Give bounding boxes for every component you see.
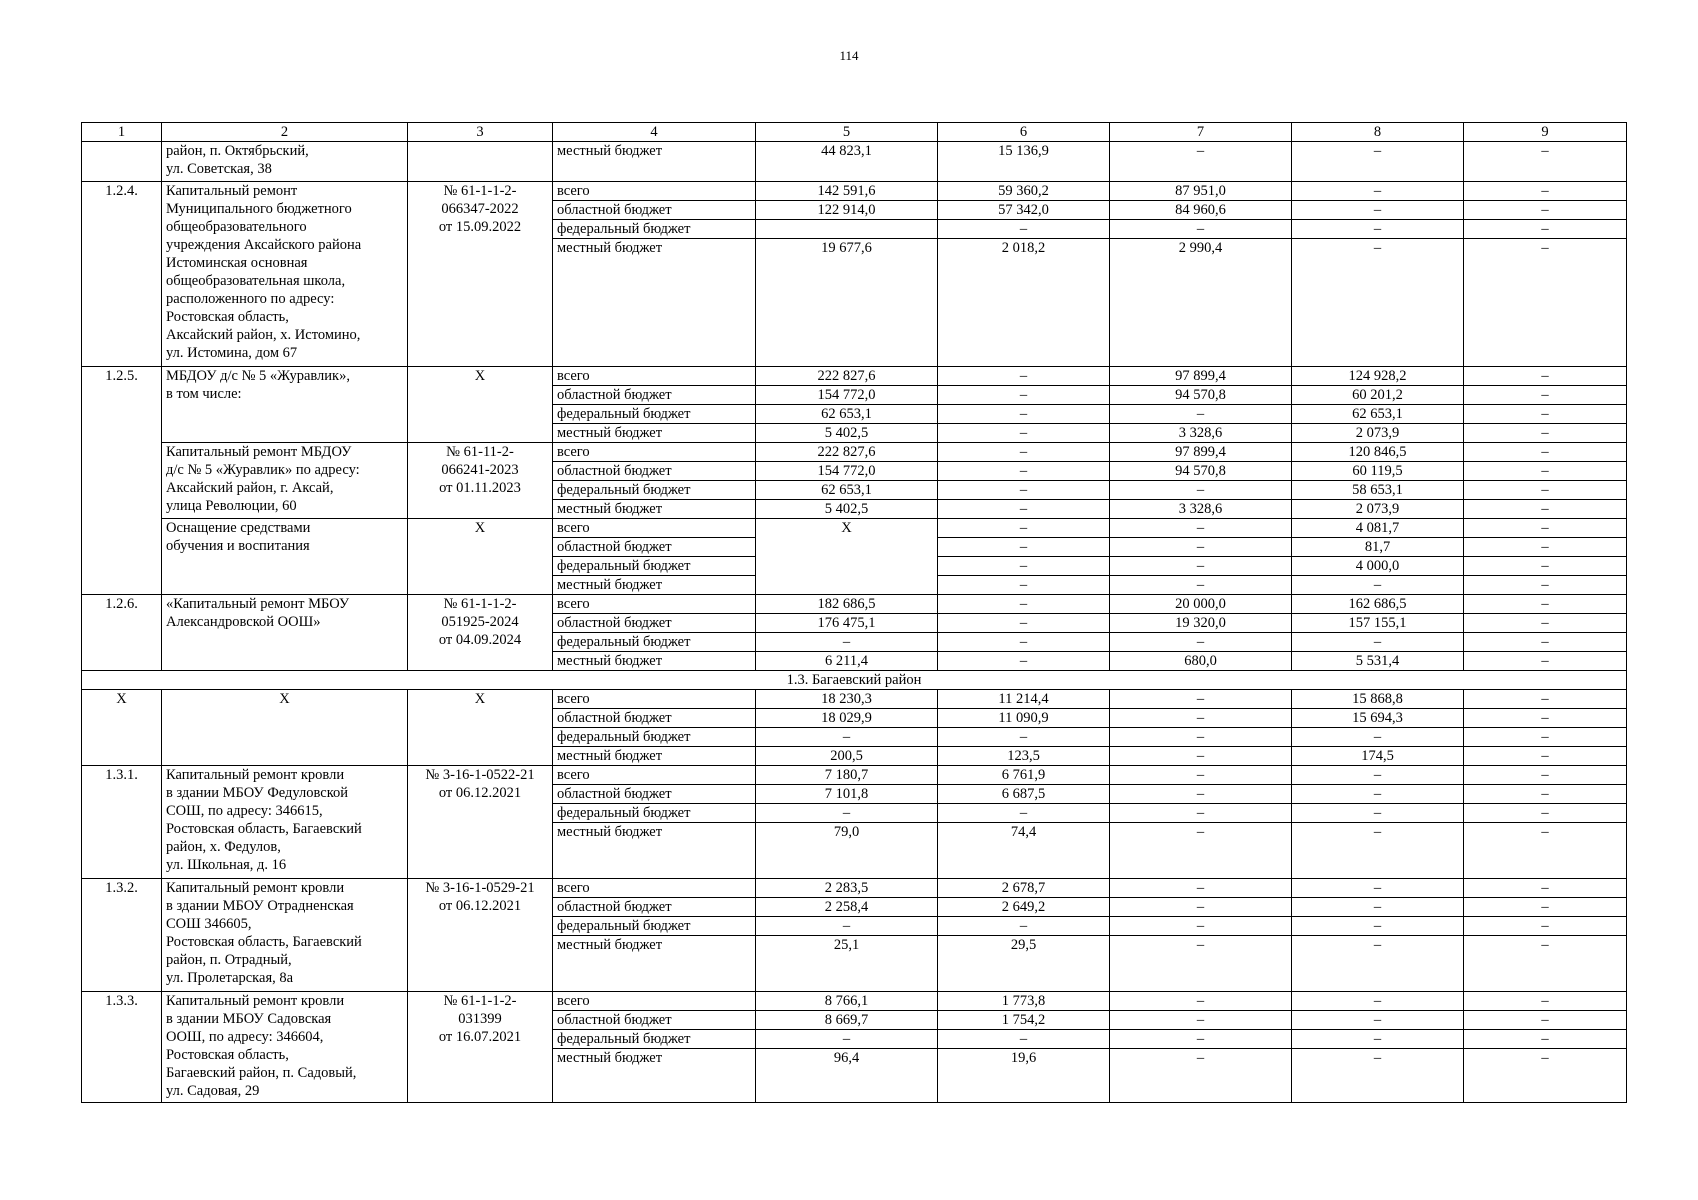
budget-label: федеральный бюджет (553, 481, 756, 500)
value-cell: – (938, 595, 1110, 614)
budget-table (81, 122, 1627, 1103)
row-number-cell (82, 142, 162, 182)
budget-label: всего (553, 690, 756, 709)
document-cell: Х (408, 367, 553, 443)
value-cell: 15 136,9 (938, 142, 1110, 182)
header-cell: 9 (1464, 123, 1627, 142)
value-cell: 8 669,7 (756, 1011, 938, 1030)
value-cell: 6 687,5 (938, 785, 1110, 804)
budget-label: местный бюджет (553, 1049, 756, 1103)
value-cell: 94 570,8 (1110, 462, 1292, 481)
value-cell: – (1110, 823, 1292, 879)
value-cell: – (1292, 201, 1464, 220)
budget-label: областной бюджет (553, 538, 756, 557)
value-cell: 6 211,4 (756, 652, 938, 671)
value-cell: – (1464, 804, 1627, 823)
value-cell: 57 342,0 (938, 201, 1110, 220)
value-cell: 59 360,2 (938, 182, 1110, 201)
object-name-cell: район, п. Октябрьский, ул. Советская, 38 (162, 142, 408, 182)
value-cell: 58 653,1 (1292, 481, 1464, 500)
value-cell: 19,6 (938, 1049, 1110, 1103)
budget-label: областной бюджет (553, 201, 756, 220)
value-cell: – (1110, 992, 1292, 1011)
budget-label: федеральный бюджет (553, 917, 756, 936)
value-cell: 4 081,7 (1292, 519, 1464, 538)
value-cell: 2 073,9 (1292, 424, 1464, 443)
page-number: 114 (839, 48, 859, 63)
section-row (82, 671, 1627, 690)
document-cell: № 3-16-1-0529-21 от 06.12.2021 (408, 879, 553, 992)
value-cell: – (938, 386, 1110, 405)
object-name-cell: Капитальный ремонт кровли в здании МБОУ Федуловской СОШ, по адресу: 346615, Ростовская область, Багаевский район, х. Федулов, ул. Школьная, д. 16 (162, 766, 408, 879)
value-cell: 29,5 (938, 936, 1110, 992)
value-cell: – (1464, 182, 1627, 201)
budget-label: всего (553, 879, 756, 898)
value-cell: 1 773,8 (938, 992, 1110, 1011)
section-title: 1.3. Багаевский район (82, 671, 1627, 690)
value-cell: 2 990,4 (1110, 239, 1292, 367)
value-cell: 96,4 (756, 1049, 938, 1103)
header-cell: 1 (82, 123, 162, 142)
value-cell: 2 283,5 (756, 879, 938, 898)
value-cell: – (938, 443, 1110, 462)
row-number-cell: 1.3.1. (82, 766, 162, 879)
value-cell: 7 180,7 (756, 766, 938, 785)
value-cell: – (1292, 1049, 1464, 1103)
value-cell: 2 649,2 (938, 898, 1110, 917)
value-cell: – (756, 1030, 938, 1049)
value-cell: – (1110, 405, 1292, 424)
value-cell: 4 000,0 (1292, 557, 1464, 576)
value-cell: 5 402,5 (756, 500, 938, 519)
value-cell: – (1464, 424, 1627, 443)
header-cell: 5 (756, 123, 938, 142)
value-cell: – (1110, 766, 1292, 785)
value-cell: 18 029,9 (756, 709, 938, 728)
value-cell (756, 220, 938, 239)
row-number-cell: 1.2.5. (82, 367, 162, 595)
value-cell: – (1464, 595, 1627, 614)
value-cell: – (1292, 1011, 1464, 1030)
value-cell: – (938, 614, 1110, 633)
budget-label: областной бюджет (553, 709, 756, 728)
value-cell: – (1110, 785, 1292, 804)
budget-label: областной бюджет (553, 614, 756, 633)
value-cell: – (1292, 804, 1464, 823)
budget-label: местный бюджет (553, 576, 756, 595)
value-cell: – (1292, 220, 1464, 239)
value-cell: – (938, 576, 1110, 595)
value-cell: – (938, 557, 1110, 576)
value-cell: 5 402,5 (756, 424, 938, 443)
value-cell: 182 686,5 (756, 595, 938, 614)
document-cell: Х (408, 690, 553, 766)
value-cell: – (1110, 747, 1292, 766)
value-cell: 62 653,1 (756, 405, 938, 424)
value-cell: 84 960,6 (1110, 201, 1292, 220)
budget-label: областной бюджет (553, 462, 756, 481)
budget-label: федеральный бюджет (553, 728, 756, 747)
column-number-row (82, 123, 1627, 142)
value-cell: 154 772,0 (756, 462, 938, 481)
value-cell: – (1464, 386, 1627, 405)
value-cell: 94 570,8 (1110, 386, 1292, 405)
row-number-cell: Х (82, 690, 162, 766)
budget-label: всего (553, 443, 756, 462)
budget-label: местный бюджет (553, 424, 756, 443)
value-cell: – (1464, 709, 1627, 728)
value-cell: 11 214,4 (938, 690, 1110, 709)
value-cell: – (1110, 1049, 1292, 1103)
value-cell: 11 090,9 (938, 709, 1110, 728)
value-cell: Х (756, 519, 938, 595)
value-cell: 120 846,5 (1292, 443, 1464, 462)
value-cell: – (1110, 690, 1292, 709)
object-name-cell: Капитальный ремонт кровли в здании МБОУ Садовская ООШ, по адресу: 346604, Ростовская область, Багаевский район, п. Садовый, ул. Садовая, 29 (162, 992, 408, 1103)
value-cell: – (1292, 898, 1464, 917)
budget-label: федеральный бюджет (553, 405, 756, 424)
value-cell: – (938, 367, 1110, 386)
budget-label: областной бюджет (553, 785, 756, 804)
value-cell: – (1110, 633, 1292, 652)
value-cell: 3 328,6 (1110, 500, 1292, 519)
value-cell: 157 155,1 (1292, 614, 1464, 633)
value-cell: 62 653,1 (1292, 405, 1464, 424)
value-cell: 176 475,1 (756, 614, 938, 633)
value-cell: – (1110, 557, 1292, 576)
row-number-cell: 1.2.4. (82, 182, 162, 367)
value-cell: 680,0 (1110, 652, 1292, 671)
object-name-cell: Оснащение средствами обучения и воспитания (162, 519, 408, 595)
value-cell: – (1110, 142, 1292, 182)
document-cell: № 61-1-1-2- 051925-2024 от 04.09.2024 (408, 595, 553, 671)
value-cell: 19 677,6 (756, 239, 938, 367)
value-cell: – (1292, 142, 1464, 182)
value-cell: – (1464, 1030, 1627, 1049)
value-cell: 79,0 (756, 823, 938, 879)
value-cell: – (1110, 728, 1292, 747)
value-cell: – (1464, 481, 1627, 500)
value-cell: – (1464, 614, 1627, 633)
row-number-cell: 1.3.3. (82, 992, 162, 1103)
value-cell: 122 914,0 (756, 201, 938, 220)
value-cell: – (1464, 462, 1627, 481)
value-cell: – (1464, 766, 1627, 785)
document-cell: № 3-16-1-0522-21 от 06.12.2021 (408, 766, 553, 879)
object-name-cell: Х (162, 690, 408, 766)
value-cell: – (1110, 898, 1292, 917)
value-cell: 87 951,0 (1110, 182, 1292, 201)
value-cell: – (938, 917, 1110, 936)
object-name-cell: «Капитальный ремонт МБОУ Александровской ООШ» (162, 595, 408, 671)
value-cell: 174,5 (1292, 747, 1464, 766)
value-cell: – (756, 728, 938, 747)
object-name-cell: МБДОУ д/с № 5 «Журавлик», в том числе: (162, 367, 408, 443)
value-cell: 81,7 (1292, 538, 1464, 557)
value-cell: – (938, 728, 1110, 747)
header-cell: 3 (408, 123, 553, 142)
table-row (82, 142, 1627, 182)
value-cell: – (1292, 728, 1464, 747)
value-cell: – (1292, 936, 1464, 992)
value-cell: – (756, 804, 938, 823)
table-row (82, 443, 1627, 462)
value-cell: 15 868,8 (1292, 690, 1464, 709)
value-cell: 97 899,4 (1110, 367, 1292, 386)
budget-label: областной бюджет (553, 898, 756, 917)
value-cell: – (1464, 936, 1627, 992)
value-cell: – (756, 633, 938, 652)
value-cell: – (1464, 201, 1627, 220)
value-cell: – (1110, 879, 1292, 898)
value-cell: – (1464, 1049, 1627, 1103)
budget-label: всего (553, 367, 756, 386)
value-cell: – (1464, 652, 1627, 671)
value-cell: – (1464, 785, 1627, 804)
object-name-cell: Капитальный ремонт МБДОУ д/с № 5 «Журавлик» по адресу: Аксайский район, г. Аксай, улица Революции, 60 (162, 443, 408, 519)
budget-label: федеральный бюджет (553, 220, 756, 239)
value-cell: – (1464, 557, 1627, 576)
value-cell: 97 899,4 (1110, 443, 1292, 462)
value-cell: 2 258,4 (756, 898, 938, 917)
value-cell: – (1464, 443, 1627, 462)
value-cell: – (938, 424, 1110, 443)
value-cell: – (1110, 709, 1292, 728)
value-cell: 1 754,2 (938, 1011, 1110, 1030)
budget-label: всего (553, 992, 756, 1011)
value-cell: 7 101,8 (756, 785, 938, 804)
value-cell: 6 761,9 (938, 766, 1110, 785)
value-cell: – (1464, 576, 1627, 595)
table-row (82, 595, 1627, 614)
value-cell: – (1292, 1030, 1464, 1049)
value-cell: 19 320,0 (1110, 614, 1292, 633)
document-cell: № 61-11-2- 066241-2023 от 01.11.2023 (408, 443, 553, 519)
table-row (82, 766, 1627, 785)
value-cell: 123,5 (938, 747, 1110, 766)
value-cell: 25,1 (756, 936, 938, 992)
budget-label: областной бюджет (553, 386, 756, 405)
budget-label: местный бюджет (553, 142, 756, 182)
value-cell: – (938, 481, 1110, 500)
value-cell: – (938, 633, 1110, 652)
budget-label: областной бюджет (553, 1011, 756, 1030)
value-cell: – (1292, 239, 1464, 367)
value-cell: 2 018,2 (938, 239, 1110, 367)
budget-label: всего (553, 595, 756, 614)
value-cell: – (1110, 804, 1292, 823)
value-cell: 222 827,6 (756, 443, 938, 462)
budget-label: всего (553, 182, 756, 201)
budget-label: местный бюджет (553, 500, 756, 519)
value-cell: – (1110, 576, 1292, 595)
value-cell: – (1110, 220, 1292, 239)
header-cell: 4 (553, 123, 756, 142)
budget-label: местный бюджет (553, 823, 756, 879)
value-cell: 2 678,7 (938, 879, 1110, 898)
value-cell: 200,5 (756, 747, 938, 766)
header-cell: 6 (938, 123, 1110, 142)
budget-label: местный бюджет (553, 936, 756, 992)
table-row (82, 879, 1627, 898)
value-cell: – (1464, 917, 1627, 936)
value-cell: – (1292, 823, 1464, 879)
value-cell: 15 694,3 (1292, 709, 1464, 728)
value-cell: – (938, 652, 1110, 671)
value-cell: – (1292, 633, 1464, 652)
value-cell: 20 000,0 (1110, 595, 1292, 614)
value-cell: 62 653,1 (756, 481, 938, 500)
value-cell: – (938, 519, 1110, 538)
value-cell: – (1464, 728, 1627, 747)
value-cell: – (1110, 936, 1292, 992)
document-cell (408, 142, 553, 182)
budget-label: всего (553, 766, 756, 785)
value-cell: 124 928,2 (1292, 367, 1464, 386)
value-cell: – (1292, 182, 1464, 201)
value-cell: – (1464, 633, 1627, 652)
header-cell: 2 (162, 123, 408, 142)
value-cell: – (1464, 405, 1627, 424)
value-cell: 2 073,9 (1292, 500, 1464, 519)
value-cell: 44 823,1 (756, 142, 938, 182)
document-cell: № 61-1-1-2- 031399 от 16.07.2021 (408, 992, 553, 1103)
value-cell: – (938, 538, 1110, 557)
header-cell: 7 (1110, 123, 1292, 142)
value-cell: – (1464, 220, 1627, 239)
value-cell: 162 686,5 (1292, 595, 1464, 614)
object-name-cell: Капитальный ремонт Муниципального бюджетного общеобразовательного учреждения Аксайского района Истоминская основная общеобразовательная школа, расположенного по адресу: Ростовская область, Аксайский район, х. Истомино, ул. Истомина, дом 67 (162, 182, 408, 367)
value-cell: – (1292, 917, 1464, 936)
value-cell: 154 772,0 (756, 386, 938, 405)
value-cell: – (1464, 142, 1627, 182)
value-cell: – (1292, 766, 1464, 785)
header-cell: 8 (1292, 123, 1464, 142)
budget-label: федеральный бюджет (553, 633, 756, 652)
value-cell: – (1292, 879, 1464, 898)
table-row (82, 690, 1627, 709)
value-cell: 18 230,3 (756, 690, 938, 709)
value-cell: 74,4 (938, 823, 1110, 879)
value-cell: – (1464, 992, 1627, 1011)
document-cell: № 61-1-1-2- 066347-2022 от 15.09.2022 (408, 182, 553, 367)
value-cell: 3 328,6 (1110, 424, 1292, 443)
budget-label: местный бюджет (553, 239, 756, 367)
budget-label: местный бюджет (553, 652, 756, 671)
row-number-cell: 1.2.6. (82, 595, 162, 671)
value-cell: – (1464, 239, 1627, 367)
value-cell: – (1464, 879, 1627, 898)
row-number-cell: 1.3.2. (82, 879, 162, 992)
value-cell: – (1464, 690, 1627, 709)
value-cell: – (756, 917, 938, 936)
value-cell: 8 766,1 (756, 992, 938, 1011)
value-cell: – (1110, 1011, 1292, 1030)
value-cell: – (1110, 519, 1292, 538)
budget-label: федеральный бюджет (553, 804, 756, 823)
object-name-cell: Капитальный ремонт кровли в здании МБОУ Отрадненская СОШ 346605, Ростовская область, Багаевский район, п. Отрадный, ул. Пролетарская, 8а (162, 879, 408, 992)
value-cell: – (1292, 576, 1464, 595)
value-cell: – (938, 1030, 1110, 1049)
value-cell: – (1464, 1011, 1627, 1030)
table-row (82, 992, 1627, 1011)
value-cell: 5 531,4 (1292, 652, 1464, 671)
value-cell: 142 591,6 (756, 182, 938, 201)
value-cell: 222 827,6 (756, 367, 938, 386)
value-cell: – (1110, 538, 1292, 557)
value-cell: – (1464, 898, 1627, 917)
value-cell: – (1292, 785, 1464, 804)
budget-label: федеральный бюджет (553, 1030, 756, 1049)
value-cell: – (938, 500, 1110, 519)
budget-label: всего (553, 519, 756, 538)
value-cell: – (1464, 747, 1627, 766)
value-cell: 60 201,2 (1292, 386, 1464, 405)
value-cell: 60 119,5 (1292, 462, 1464, 481)
value-cell: – (1464, 538, 1627, 557)
table-row (82, 182, 1627, 201)
value-cell: – (938, 462, 1110, 481)
value-cell: – (1464, 500, 1627, 519)
table-row (82, 519, 1627, 538)
value-cell: – (1464, 367, 1627, 386)
value-cell: – (1292, 992, 1464, 1011)
value-cell: – (1464, 823, 1627, 879)
value-cell: – (938, 804, 1110, 823)
document-cell: Х (408, 519, 553, 595)
value-cell: – (1464, 519, 1627, 538)
value-cell: – (938, 405, 1110, 424)
value-cell: – (1110, 917, 1292, 936)
budget-label: федеральный бюджет (553, 557, 756, 576)
table-row (82, 367, 1627, 386)
value-cell: – (1110, 481, 1292, 500)
budget-label: местный бюджет (553, 747, 756, 766)
value-cell: – (938, 220, 1110, 239)
value-cell: – (1110, 1030, 1292, 1049)
